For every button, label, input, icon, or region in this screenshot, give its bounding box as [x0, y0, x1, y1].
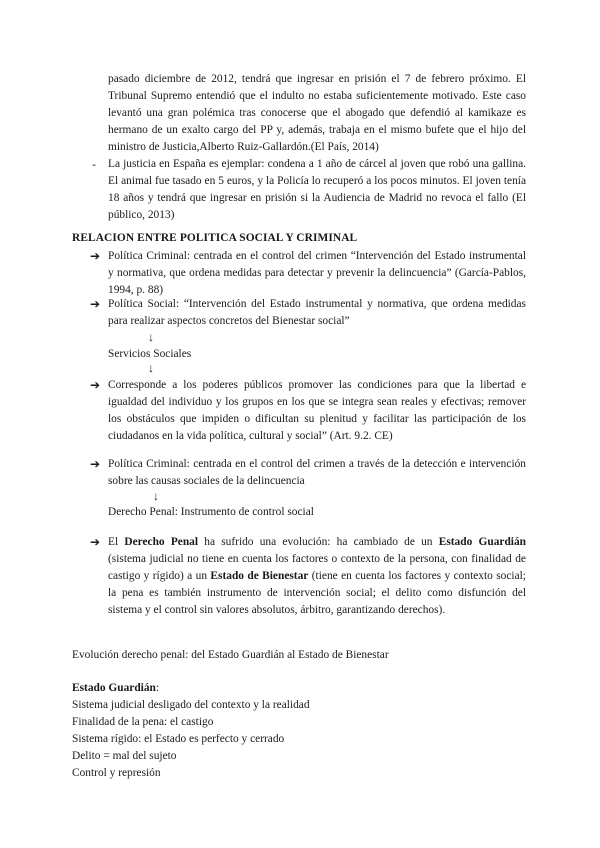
- dash-item: [108, 156, 526, 224]
- down-arrow-icon: ↓: [153, 489, 159, 503]
- bullet-2-after: [108, 346, 526, 363]
- guardian-item: Sistema rígido: el Estado es perfecto y cerrado: [72, 733, 285, 745]
- derecho-penal-text: Derecho Penal: Instrumento de control social: [108, 506, 314, 518]
- bullet-2-text: Política Social: “Intervención del Estado instrumental y normativa, que ordena medidas para realizar aspectos concretos del Bienestar social”: [108, 298, 526, 327]
- bullet-1: [108, 248, 526, 299]
- dash-marker: -: [92, 157, 96, 171]
- arrow-bullet-icon: ➔: [90, 457, 101, 471]
- bullet-5-part: (sistema judicial no tiene en cuenta los factores o contexto de la persona, con finalidad de castigo y rígido) a un: [108, 553, 526, 582]
- bullet-5-text: [108, 534, 526, 619]
- bullet-4-text: Política Criminal: centrada en el control del crimen a través de la detección e intervención sobre las causas sociales de la delincuencia: [108, 458, 526, 487]
- bullet-5: [108, 534, 526, 619]
- bullet-4: [108, 456, 526, 490]
- bullet-5-part: (tiene en cuenta los factores y contexto social; la pena es también instrumento de intervención social; el delito como disfunción del sistema y el control sin valores absolutos, árbitro, garantizando derechos).: [108, 570, 526, 616]
- dash-item-text: La justicia en España es ejemplar: condena a 1 año de cárcel al joven que robó una gallina. El animal fue tasado en 5 euros, y la Policía lo recuperó a los pocos minutos. El joven tenía 18 años y tendrá que ingresar en prisión si la Audiencia de Madrid no revoca el fallo (El público, 2013): [108, 158, 526, 221]
- guardian-item: Finalidad de la pena: el castigo: [72, 716, 214, 728]
- guardian-item: Control y represión: [72, 767, 161, 779]
- bullet-4-after: [108, 504, 526, 521]
- guardian-item: Sistema judicial desligado del contexto y la realidad: [72, 699, 310, 711]
- bullet-5-bold: Estado de Bienestar: [210, 570, 309, 582]
- bullet-1-text: Política Criminal: centrada en el control del crimen “Intervención del Estado instrumental y normativa, que ordena medidas para detectar y prevenir la delincuencia” (García-Pablos, 1994, p. 88): [108, 250, 526, 296]
- arrow-bullet-icon: ➔: [90, 378, 101, 392]
- guardian-title: [72, 680, 159, 697]
- section-heading: RELACION ENTRE POLITICA SOCIAL Y CRIMINAL: [72, 232, 358, 244]
- bullet-5-part: El: [108, 536, 125, 548]
- down-arrow-icon: ↓: [148, 330, 154, 344]
- guardian-title-text: Estado Guardián: [72, 682, 156, 694]
- evolution-line: Evolución derecho penal: del Estado Guardián al Estado de Bienestar: [72, 649, 389, 661]
- bullet-3-text: Corresponde a los poderes públicos promover las condiciones para que la libertad e igualdad del individuo y los grupos en los que se integra sean reales y efectivas; remover los obstáculos que impiden o dificultan su plenitud y facilitar las participación de los ciudadanos en la vida política, cultural y social” (Art. 9.2. CE): [108, 379, 526, 442]
- guardian-title-colon: :: [155, 682, 160, 694]
- continuation-text: pasado diciembre de 2012, tendrá que ingresar en prisión el 7 de febrero próximo. El Tribunal Supremo entendió que el indulto no estaba suficientemente motivado. Este caso levantó una gran polémica tras conocerse que el abogado que defendió al kamikaze es hermano de un exalto cargo del PP y, además, trabaja en el mismo bufete que el hijo del ministro de Justicia,Alberto Ruiz-Gallardón.(El País, 2014): [108, 73, 526, 153]
- continuation-paragraph: [108, 71, 526, 156]
- servicios-sociales-text: Servicios Sociales: [108, 348, 192, 360]
- arrow-bullet-icon: ➔: [90, 297, 101, 311]
- down-arrow-icon: ↓: [148, 361, 154, 375]
- guardian-item: Delito = mal del sujeto: [72, 750, 177, 762]
- arrow-bullet-icon: ➔: [90, 535, 101, 549]
- bullet-5-bold: Derecho Penal: [124, 536, 199, 548]
- arrow-bullet-icon: ➔: [90, 249, 101, 263]
- bullet-2: [108, 296, 526, 330]
- bullet-3: [108, 377, 526, 445]
- bullet-5-bold: Estado Guardián: [438, 536, 526, 548]
- bullet-5-part: ha sufrido una evolución: ha cambiado de un: [198, 536, 439, 548]
